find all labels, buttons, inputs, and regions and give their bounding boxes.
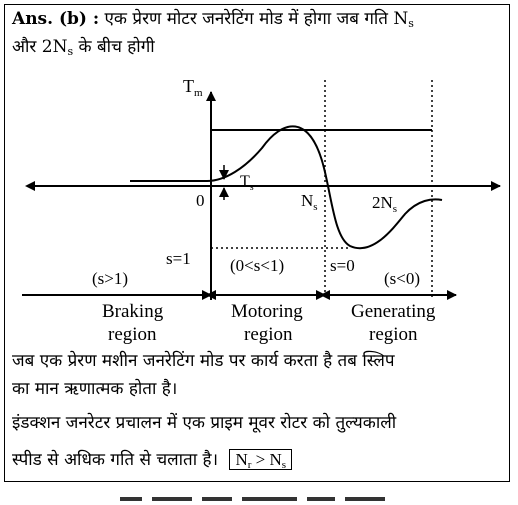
s-gt1-label: (s>1)	[92, 269, 129, 288]
ts-label: $T_s$	[240, 173, 254, 193]
answer-statement-2-sub: s	[67, 45, 74, 58]
answer-statement: एक प्रेरण मोटर जनरेटिंग मोड में होगा जब गति N	[104, 9, 409, 29]
body-line-2: का मान ऋणात्मक होता है।	[12, 379, 178, 399]
answer-statement-2a: और 2N	[12, 37, 68, 57]
s0-label: s=0	[330, 256, 355, 275]
braking-label-1: Braking	[102, 301, 164, 322]
answer-statement-sub: s	[408, 17, 414, 30]
body-line-4	[12, 449, 292, 476]
answer-statement-2b: के बीच होगी	[73, 37, 155, 57]
cropped-next-line	[120, 486, 400, 496]
generating-label-2: region	[369, 324, 418, 345]
y-axis-label: $T_m$	[183, 76, 203, 99]
answer-label: Ans. (b) :	[12, 9, 100, 29]
s-lt0-label: (s<0)	[384, 269, 421, 288]
ns-label: $N_s$	[301, 191, 318, 213]
body-line-3: इंडक्शन जनरेटर प्रचालन में एक प्राइम मूवर रोटर को तुल्यकाली	[12, 413, 397, 433]
braking-label-2: region	[108, 324, 157, 345]
origin-label: 0	[196, 191, 205, 210]
motoring-label-1: Motoring	[231, 301, 303, 322]
body-line-1: जब एक प्रेरण मशीन जनरेटिंग मोड पर कार्य करता है तब स्लिप	[12, 351, 395, 371]
two-ns-label: $2N_s$	[372, 193, 398, 215]
body-line-4-text: स्पीड से अधिक गति से चलाता है।	[12, 450, 219, 470]
motoring-label-2: region	[244, 324, 293, 345]
speed-relation-formula: $N_r > N_s$	[229, 449, 292, 470]
s-mid-label: (0<s<1)	[230, 256, 285, 275]
generating-label-1: Generating	[351, 301, 436, 322]
torque-speed-curve	[130, 126, 442, 248]
s1-label: s=1	[166, 249, 191, 268]
